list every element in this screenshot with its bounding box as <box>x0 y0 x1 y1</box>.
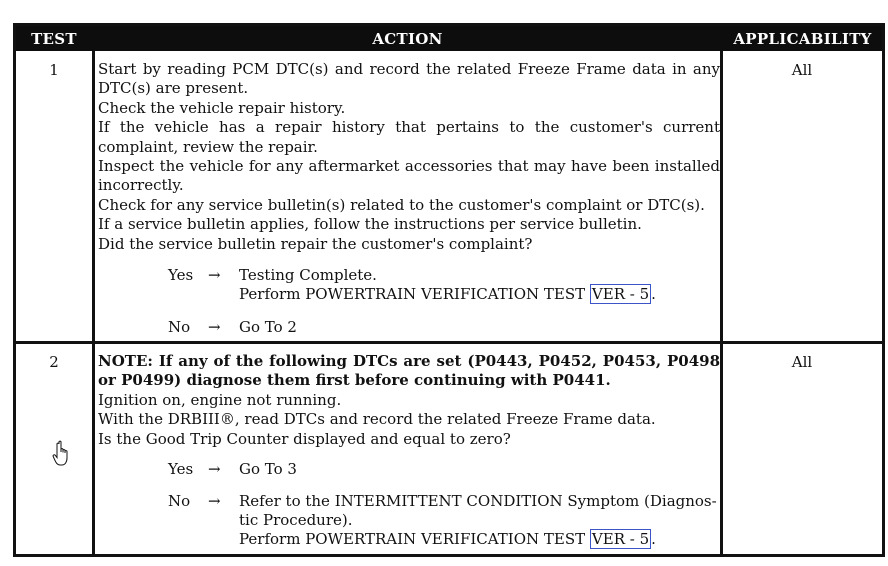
no-label: No <box>168 318 191 336</box>
note-text: NOTE: If any of the following DTCs are set (P0443, P0452, P0453, P0498 or P0499) diagnose them first before continuing with P0441. <box>98 352 720 390</box>
header-applicability: APPLICABILITY <box>733 30 872 48</box>
action-line: With the DRBIII®, read DTCs and record the related Freeze Frame data. <box>98 410 656 429</box>
yes-answer-1 <box>168 266 708 306</box>
action-text-1 <box>98 60 720 254</box>
yes-result-text: Perform POWERTRAIN VERIFICATION TEST <box>239 285 586 303</box>
yes-answer-2 <box>168 460 708 480</box>
hand-pointer-icon <box>52 440 76 468</box>
yes-result: Testing Complete. Perform POWERTRAIN VERIFICATION TEST VER - 5 . <box>239 266 656 303</box>
yes-result-text: Testing Complete. <box>239 266 377 284</box>
column-divider <box>92 51 95 554</box>
no-result-text: tic Procedure). <box>239 511 353 529</box>
no-answer-1 <box>168 318 708 338</box>
test-number-2: 2 <box>49 353 59 371</box>
yes-label: Yes <box>168 266 194 284</box>
no-answer-2 <box>168 492 717 552</box>
action-line: Is the Good Trip Counter displayed and equal to zero? <box>98 429 511 448</box>
action-line: Check the vehicle repair history. <box>98 98 346 117</box>
action-line: If a service bulletin applies, follow the instructions per service bulletin. <box>98 215 642 234</box>
applicability-1: All <box>791 61 813 79</box>
applicability-2: All <box>791 353 813 371</box>
header-action: ACTION <box>372 30 443 48</box>
header-test: TEST <box>31 30 77 48</box>
no-result-text: Perform POWERTRAIN VERIFICATION TEST <box>239 530 586 548</box>
no-label: No <box>168 492 191 510</box>
ver-5-link[interactable]: VER - 5 <box>591 530 650 548</box>
no-result: Refer to the INTERMITTENT CONDITION Symptom (Diagnos- tic Procedure). Perform POWERTRAIN VERIFICATION TEST VER - 5 . <box>239 492 717 548</box>
diagnostic-table <box>13 23 885 557</box>
no-result-text: Refer to the INTERMITTENT CONDITION Symptom (Diagnos- <box>239 492 717 510</box>
no-result[interactable]: Go To 2 <box>239 318 297 336</box>
row-divider <box>16 341 882 344</box>
yes-result[interactable]: Go To 3 <box>239 460 297 478</box>
action-line: Inspect the vehicle for any aftermarket accessories that may have been installed incorrectly. <box>98 157 720 195</box>
yes-label: Yes <box>168 460 194 478</box>
action-line: Check for any service bulletin(s) related to the customer's complaint or DTC(s). <box>98 195 705 214</box>
arrow-icon: → <box>208 318 221 336</box>
arrow-icon: → <box>208 266 221 284</box>
action-line: If the vehicle has a repair history that pertains to the customer's current complaint, review the repair. <box>98 118 720 156</box>
action-line: Did the service bulletin repair the customer's complaint? <box>98 234 533 253</box>
column-divider <box>720 51 723 554</box>
test-number-1: 1 <box>49 61 59 79</box>
arrow-icon: → <box>208 492 221 510</box>
table-header <box>16 26 882 51</box>
arrow-icon: → <box>208 460 221 478</box>
action-text-2 <box>98 352 720 449</box>
action-line: Ignition on, engine not running. <box>98 390 342 409</box>
ver-5-link[interactable]: VER - 5 <box>591 285 650 303</box>
action-line: Start by reading PCM DTC(s) and record the related Freeze Frame data in any DTC(s) are present. <box>98 60 720 98</box>
